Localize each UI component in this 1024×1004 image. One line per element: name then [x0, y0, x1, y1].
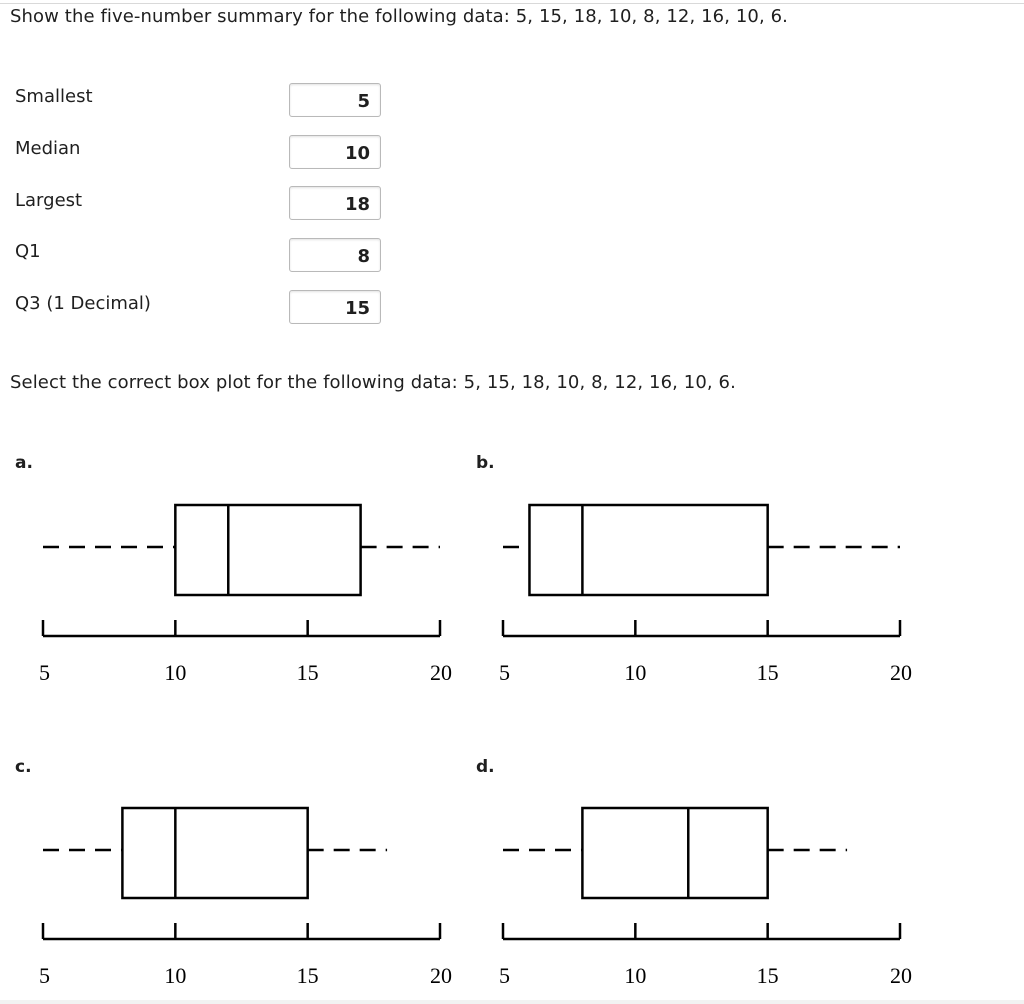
- tick-label: 10: [624, 963, 647, 988]
- boxplot-a[interactable]: [30, 495, 470, 695]
- question1-prompt: Show the five-number summary for the following data: 5, 15, 18, 10, 8, 12, 16, 10, 6.: [10, 6, 788, 27]
- tick-label: 15: [296, 963, 319, 988]
- median-input[interactable]: 10: [289, 135, 381, 169]
- tick-label: 20: [890, 963, 912, 988]
- question2-prompt: Select the correct box plot for the following data: 5, 15, 18, 10, 8, 12, 16, 10, 6.: [10, 372, 736, 393]
- tick-label: 5: [39, 963, 50, 988]
- box-iqr: [582, 808, 767, 898]
- boxplot-d[interactable]: [490, 798, 930, 998]
- tick-label: 5: [39, 660, 50, 685]
- tick-label: 20: [430, 963, 452, 988]
- label-smallest: Smallest: [15, 86, 93, 107]
- tick-label: 20: [890, 660, 912, 685]
- boxplot-b[interactable]: [490, 495, 930, 695]
- label-q3: Q3 (1 Decimal): [15, 293, 151, 314]
- label-largest: Largest: [15, 190, 83, 211]
- tick-label: 10: [164, 660, 187, 685]
- tick-label: 5: [499, 660, 510, 685]
- tick-label: 15: [756, 660, 779, 685]
- option-b-label[interactable]: b.: [476, 453, 495, 473]
- largest-input[interactable]: 18: [289, 186, 381, 220]
- tick-label: 10: [164, 963, 187, 988]
- boxplot-c[interactable]: [30, 798, 470, 998]
- option-d-label[interactable]: d.: [476, 757, 495, 777]
- tick-label: 10: [624, 660, 647, 685]
- q1-input[interactable]: 8: [289, 238, 381, 272]
- option-a-label[interactable]: a.: [15, 453, 33, 473]
- label-q1: Q1: [15, 241, 41, 262]
- box-iqr: [529, 505, 767, 595]
- tick-label: 5: [499, 963, 510, 988]
- smallest-input[interactable]: 5: [289, 83, 381, 117]
- tick-label: 20: [430, 660, 452, 685]
- box-iqr: [175, 505, 360, 595]
- q3-input[interactable]: 15: [289, 290, 381, 324]
- tick-label: 15: [756, 963, 779, 988]
- box-iqr: [122, 808, 307, 898]
- tick-label: 15: [296, 660, 319, 685]
- bottom-strip: [0, 1000, 1024, 1004]
- top-divider: [0, 3, 1024, 4]
- option-c-label[interactable]: c.: [15, 757, 32, 777]
- label-median: Median: [15, 138, 81, 159]
